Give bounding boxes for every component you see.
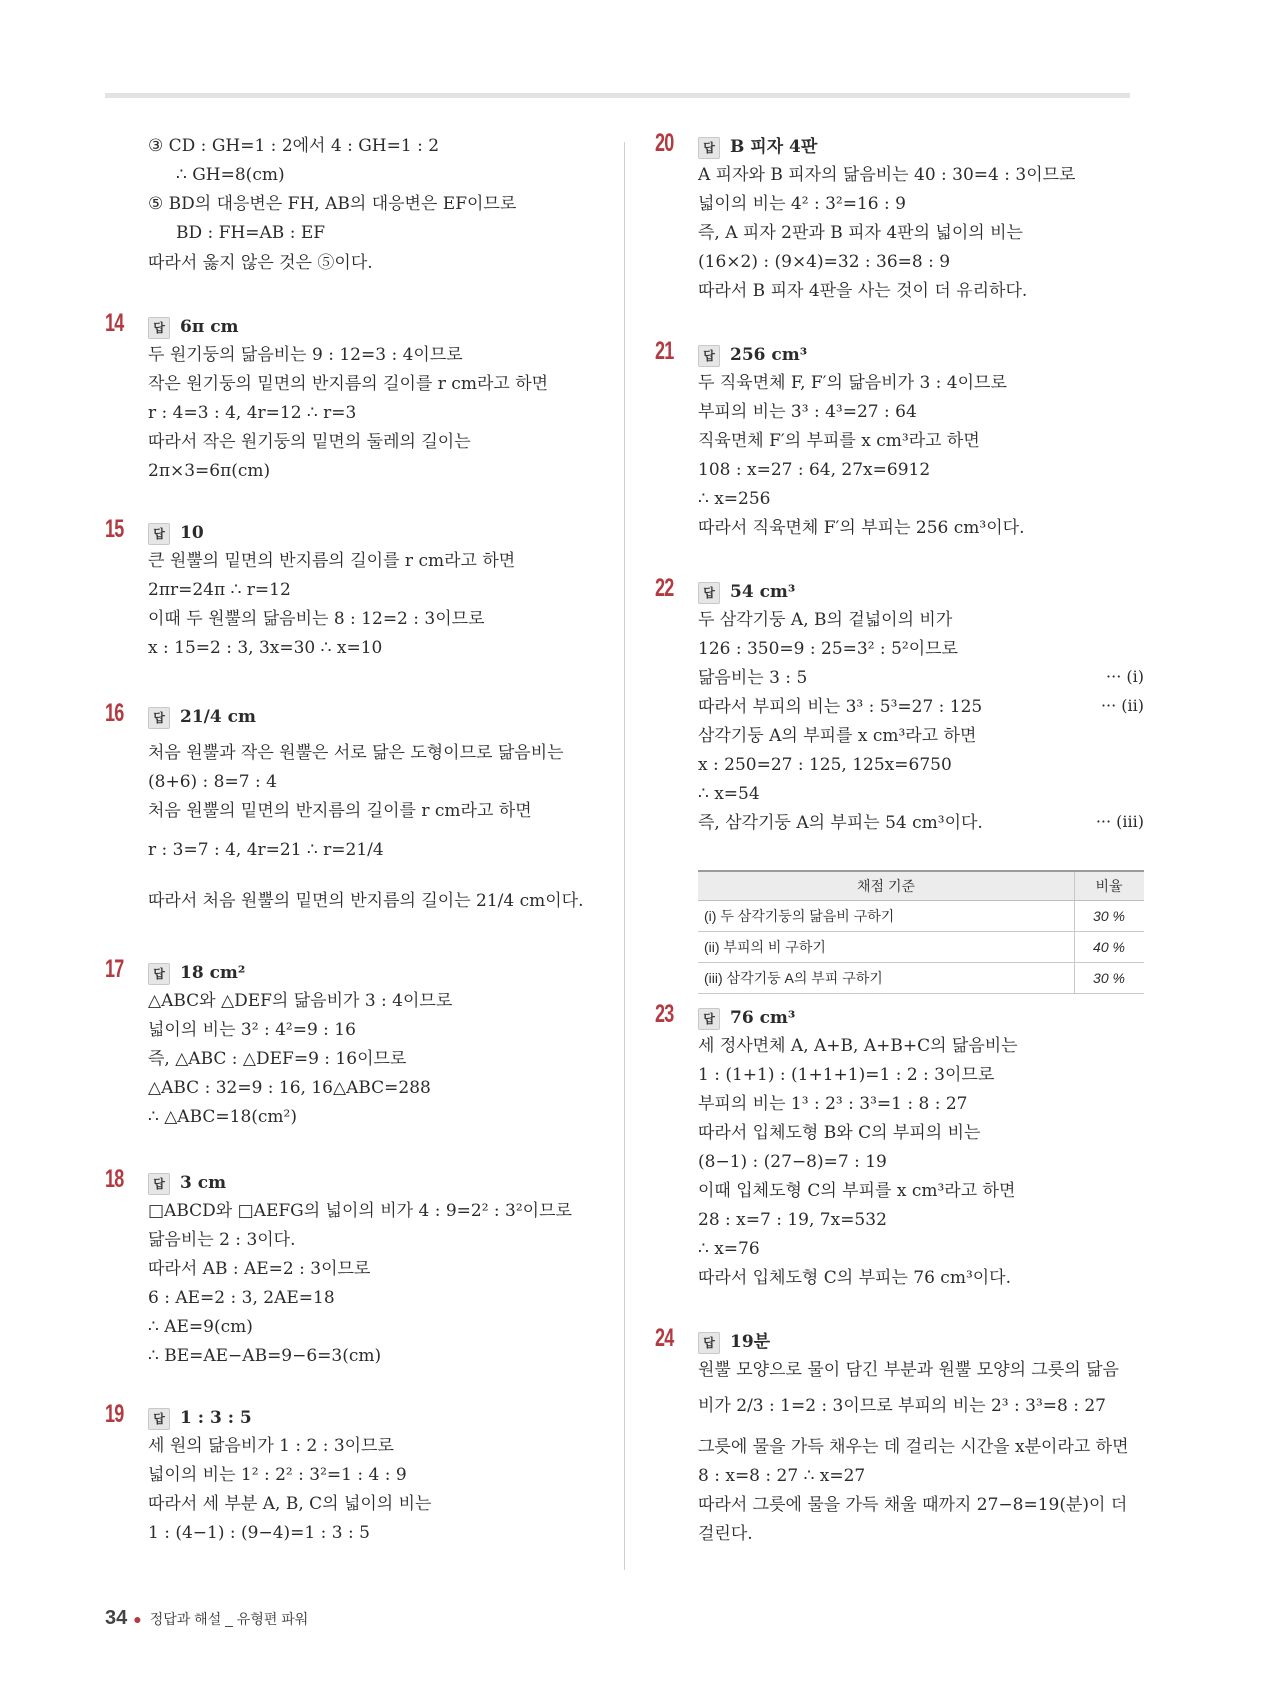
question-number: 14 — [105, 309, 124, 337]
question-number: 16 — [105, 699, 124, 727]
answer-badge-icon: 답 — [148, 317, 170, 339]
footer-title: 정답과 해설 _ 유형편 파워 — [149, 1611, 309, 1627]
answer-line — [698, 1331, 770, 1354]
answer-line — [698, 1007, 795, 1030]
solution-line: 두 직육면체 F, F′의 닮음비가 3 : 4이므로 — [698, 373, 1007, 393]
solution-line: (8−1) : (27−8)=7 : 19 — [698, 1152, 887, 1172]
solution-line: 즉, 삼각기둥 A의 부피는 54 cm³이다. — [698, 813, 983, 833]
solution-line: 2πr=24π ∴ r=12 — [148, 580, 291, 600]
page-footer — [105, 1607, 308, 1630]
question-number: 19 — [105, 1400, 124, 1428]
solution-line: □ABCD와 □AEFG의 넓이의 비가 4 : 9=2² : 3²이므로 — [148, 1201, 572, 1221]
criteria-cell: (ii) 부피의 비 구하기 — [698, 932, 1075, 963]
answer-line — [148, 706, 256, 729]
solution-line: 2π×3=6π(cm) — [148, 461, 271, 481]
solution-line: 따라서 옳지 않은 것은 ⑤이다. — [148, 253, 373, 273]
solution-line: 28 : x=7 : 19, 7x=532 — [698, 1210, 887, 1230]
step-marker: ··· (iii) — [1095, 812, 1144, 831]
solution-line: x : 15=2 : 3, 3x=30 ∴ x=10 — [148, 638, 383, 658]
top-rule — [105, 93, 1130, 98]
answer-badge-icon: 답 — [698, 137, 720, 159]
answer-line — [698, 344, 807, 367]
solution-line: 닮음비는 3 : 5 — [698, 668, 808, 688]
scoring-table — [698, 870, 1144, 994]
solution-line: ∴ △ABC=18(cm²) — [148, 1107, 297, 1127]
solution-line: ⑤ BD의 대응변은 FH, AB의 대응변은 EF이므로 — [148, 194, 517, 214]
answer-badge-icon: 답 — [148, 707, 170, 729]
scoring-table-header — [698, 871, 1144, 901]
solution-line: x : 250=27 : 125, 125x=6750 — [698, 755, 952, 775]
column-divider — [624, 142, 625, 1570]
solution-line: 세 원의 닮음비가 1 : 2 : 3이므로 — [148, 1436, 394, 1456]
solution-line: 따라서 직육면체 F′의 부피는 256 cm³이다. — [698, 518, 1025, 538]
criteria-cell: (iii) 삼각기둥 A의 부피 구하기 — [698, 963, 1075, 994]
step-marker: ··· (i) — [1106, 667, 1144, 686]
criteria-cell: (i) 두 삼각기둥의 닮음비 구하기 — [698, 901, 1075, 932]
solution-line: 작은 원기둥의 밑면의 반지름의 길이를 r cm라고 하면 — [148, 374, 549, 394]
solution-line: BD : FH=AB : EF — [176, 223, 326, 243]
solution-line: △ABC와 △DEF의 닮음비가 3 : 4이므로 — [148, 991, 453, 1011]
solution-line: 즉, △ABC : △DEF=9 : 16이므로 — [148, 1049, 407, 1069]
rate-cell: 30 % — [1075, 963, 1145, 994]
answer-line — [698, 136, 817, 159]
answer-value: 18 cm² — [180, 963, 246, 983]
solution-line: A 피자와 B 피자의 닮음비는 40 : 30=4 : 3이므로 — [698, 165, 1076, 185]
solution-line: 넓이의 비는 3² : 4²=9 : 16 — [148, 1020, 356, 1040]
answer-value: 54 cm³ — [730, 582, 796, 602]
solution-line: 108 : x=27 : 64, 27x=6912 — [698, 460, 931, 480]
answer-value: 10 — [180, 523, 204, 543]
solution-line: (8+6) : 8=7 : 4 — [148, 772, 277, 792]
answer-badge-icon: 답 — [698, 345, 720, 367]
answer-line — [698, 581, 795, 604]
solution-line: 즉, A 피자 2판과 B 피자 4판의 넓이의 비는 — [698, 223, 1023, 243]
answer-badge-icon: 답 — [148, 523, 170, 545]
solution-line: 따라서 세 부분 A, B, C의 넓이의 비는 — [148, 1494, 432, 1514]
solution-line: r : 4=3 : 4, 4r=12 ∴ r=3 — [148, 403, 357, 423]
answer-value: 1 : 3 : 5 — [180, 1408, 252, 1428]
solution-line: 따라서 처음 원뿔의 밑면의 반지름의 길이는 21/4 cm이다. — [148, 891, 584, 911]
bullet-icon: ● — [133, 1611, 142, 1627]
solution-line: ∴ AE=9(cm) — [148, 1317, 253, 1337]
answer-badge-icon: 답 — [148, 1173, 170, 1195]
answer-badge-icon: 답 — [148, 963, 170, 985]
solution-line: ∴ x=76 — [698, 1239, 760, 1259]
step-marker: ··· (ii) — [1100, 696, 1144, 715]
solution-line: 넓이의 비는 4² : 3²=16 : 9 — [698, 194, 906, 214]
criteria-header: 채점 기준 — [698, 871, 1075, 901]
solution-line: △ABC : 32=9 : 16, 16△ABC=288 — [148, 1078, 431, 1098]
solution-line: 6 : AE=2 : 3, 2AE=18 — [148, 1288, 335, 1308]
answer-value: 3 cm — [180, 1173, 227, 1193]
solution-line: 세 정사면체 A, A+B, A+B+C의 닮음비는 — [698, 1036, 1018, 1056]
answer-value: 21/4 cm — [180, 707, 256, 727]
solution-line: 원뿔 모양으로 물이 담긴 부분과 원뿔 모양의 그릇의 닮음 — [698, 1360, 1119, 1380]
solution-line: 이때 입체도형 C의 부피를 x cm³라고 하면 — [698, 1181, 1016, 1201]
solution-line: 따라서 입체도형 B와 C의 부피의 비는 — [698, 1123, 981, 1143]
page-number: 34 — [105, 1607, 128, 1629]
solution-line: 비가 2/3 : 1=2 : 3이므로 부피의 비는 2³ : 3³=8 : 27 — [698, 1396, 1106, 1416]
solution-line: 126 : 350=9 : 25=3² : 5²이므로 — [698, 639, 958, 659]
solution-line: 따라서 B 피자 4판을 사는 것이 더 유리하다. — [698, 281, 1028, 301]
answer-value: B 피자 4판 — [730, 137, 818, 157]
question-number: 21 — [655, 337, 674, 365]
solution-line: 이때 두 원뿔의 닮음비는 8 : 12=2 : 3이므로 — [148, 609, 485, 629]
solution-line: 1 : (1+1) : (1+1+1)=1 : 2 : 3이므로 — [698, 1065, 995, 1085]
solution-line: r : 3=7 : 4, 4r=21 ∴ r=21/4 — [148, 840, 384, 860]
question-number: 15 — [105, 515, 124, 543]
solution-line: 따라서 그릇에 물을 가득 채울 때까지 27−8=19(분)이 더 — [698, 1495, 1128, 1515]
question-number: 17 — [105, 955, 124, 983]
question-number: 22 — [655, 574, 674, 602]
question-number: 24 — [655, 1324, 674, 1352]
solution-line: 그릇에 물을 가득 채우는 데 걸리는 시간을 x분이라고 하면 — [698, 1437, 1129, 1457]
solution-line: ∴ BE=AE−AB=9−6=3(cm) — [148, 1346, 382, 1366]
answer-badge-icon: 답 — [698, 1332, 720, 1354]
question-number: 20 — [655, 129, 674, 157]
solution-line: 처음 원뿔의 밑면의 반지름의 길이를 r cm라고 하면 — [148, 801, 532, 821]
solution-line: ③ CD : GH=1 : 2에서 4 : GH=1 : 2 — [148, 136, 440, 156]
question-number: 23 — [655, 1000, 674, 1028]
solution-line: ∴ GH=8(cm) — [176, 165, 285, 185]
answer-line — [148, 962, 245, 985]
solution-line: (16×2) : (9×4)=32 : 36=8 : 9 — [698, 252, 951, 272]
solution-line: 큰 원뿔의 밑면의 반지름의 길이를 r cm라고 하면 — [148, 551, 516, 571]
answer-value: 76 cm³ — [730, 1008, 796, 1028]
solution-line: 부피의 비는 1³ : 2³ : 3³=1 : 8 : 27 — [698, 1094, 968, 1114]
answer-line — [148, 1407, 252, 1430]
answer-line — [148, 522, 204, 545]
answer-value: 19분 — [730, 1332, 771, 1352]
solution-line: ∴ x=256 — [698, 489, 771, 509]
solution-line: 1 : (4−1) : (9−4)=1 : 3 : 5 — [148, 1523, 370, 1543]
solution-line: 8 : x=8 : 27 ∴ x=27 — [698, 1466, 866, 1486]
rate-cell: 40 % — [1075, 932, 1145, 963]
solution-line: ∴ x=54 — [698, 784, 760, 804]
solution-line: 넓이의 비는 1² : 2² : 3²=1 : 4 : 9 — [148, 1465, 407, 1485]
answer-line — [148, 316, 239, 339]
solution-line: 닮음비는 2 : 3이다. — [148, 1230, 296, 1250]
solution-line: 처음 원뿔과 작은 원뿔은 서로 닮은 도형이므로 닮음비는 — [148, 743, 564, 763]
solution-line: 삼각기둥 A의 부피를 x cm³라고 하면 — [698, 726, 977, 746]
table-row — [698, 901, 1144, 932]
solution-line: 직육면체 F′의 부피를 x cm³라고 하면 — [698, 431, 980, 451]
rate-cell: 30 % — [1075, 901, 1145, 932]
answer-line — [148, 1172, 226, 1195]
answer-value: 6π cm — [180, 317, 239, 337]
table-row — [698, 932, 1144, 963]
answer-badge-icon: 답 — [148, 1408, 170, 1430]
answer-badge-icon: 답 — [698, 582, 720, 604]
question-number: 18 — [105, 1165, 124, 1193]
solution-line: 두 원기둥의 닮음비는 9 : 12=3 : 4이므로 — [148, 345, 463, 365]
solution-line: 따라서 입체도형 C의 부피는 76 cm³이다. — [698, 1268, 1012, 1288]
table-row — [698, 963, 1144, 994]
solution-line: 두 삼각기둥 A, B의 겉넓이의 비가 — [698, 610, 953, 630]
answer-badge-icon: 답 — [698, 1008, 720, 1030]
solution-line: 따라서 AB : AE=2 : 3이므로 — [148, 1259, 371, 1279]
solution-line: 따라서 작은 원기둥의 밑면의 둘레의 길이는 — [148, 432, 471, 452]
solution-line: 걸린다. — [698, 1524, 753, 1544]
solution-line: 부피의 비는 3³ : 4³=27 : 64 — [698, 402, 917, 422]
solution-line: 따라서 부피의 비는 3³ : 5³=27 : 125 — [698, 697, 983, 717]
rate-header: 비율 — [1075, 871, 1145, 901]
answer-value: 256 cm³ — [730, 345, 808, 365]
